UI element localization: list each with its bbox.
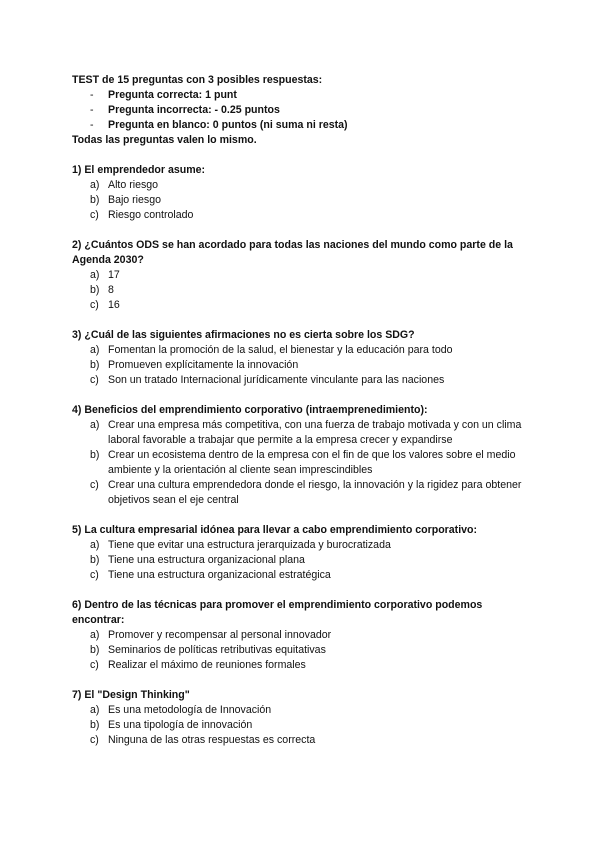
option-letter: c) [90,569,99,581]
answer-options [72,628,534,673]
option-text: Crear una cultura emprendedora donde el riesgo, la innovación y la rigidez para obtener objetivos sean el eje central [108,479,522,506]
option-text: Tiene una estructura organizacional plana [108,554,305,566]
answer-option-a [72,268,534,283]
option-letter: c) [90,374,99,386]
question-4 [72,403,534,508]
answer-option-b [72,553,534,568]
scoring-list [72,88,534,133]
scoring-item-correct [72,88,534,103]
answer-option-c [72,373,534,388]
test-note: Todas las preguntas valen lo mismo. [72,134,257,146]
option-text: 16 [108,299,120,311]
document-content [72,73,534,748]
option-letter: a) [90,269,100,281]
answer-option-c [72,658,534,673]
answer-option-a [72,178,534,193]
option-letter: a) [90,704,100,716]
option-text: Bajo riesgo [108,194,161,206]
scoring-item-incorrect [72,103,534,118]
option-text: Crear un ecosistema dentro de la empresa con el fin de que los valores sobre el medio ambiente y la orientación al cliente sean imprescindibles [108,449,516,476]
option-letter: c) [90,659,99,671]
option-letter: b) [90,449,100,461]
answer-options [72,178,534,223]
option-letter: a) [90,419,100,431]
question-title: 6) Dentro de las técnicas para promover el emprendimiento corporativo podemos encontrar: [72,599,483,626]
scoring-item-blank [72,118,534,133]
answer-option-a [72,538,534,553]
answer-option-a [72,343,534,358]
question-7 [72,688,534,748]
answer-options [72,703,534,748]
option-text: Seminarios de políticas retributivas equitativas [108,644,326,656]
answer-options [72,538,534,583]
scoring-text: Pregunta correcta: 1 punt [108,89,237,101]
option-text: Promover y recompensar al personal innovador [108,629,332,641]
question-title: 1) El emprendedor asume: [72,164,206,176]
question-title: 2) ¿Cuántos ODS se han acordado para todas las naciones del mundo como parte de la Agenda 2030? [72,239,513,266]
question-title: 3) ¿Cuál de las siguientes afirmaciones no es cierta sobre los SDG? [72,329,415,341]
answer-option-c [72,733,534,748]
answer-option-b [72,358,534,373]
option-letter: a) [90,179,100,191]
option-letter: b) [90,644,100,656]
scoring-text: Pregunta en blanco: 0 puntos (ni suma ni resta) [108,119,348,131]
option-letter: a) [90,344,100,356]
option-letter: c) [90,734,99,746]
option-text: 17 [108,269,120,281]
question-5 [72,523,534,583]
option-letter: b) [90,719,100,731]
option-text: Fomentan la promoción de la salud, el bienestar y la educación para todo [108,344,453,356]
question-3 [72,328,534,388]
answer-option-c [72,298,534,313]
option-text: Es una metodología de Innovación [108,704,272,716]
answer-option-a [72,628,534,643]
question-title: 4) Beneficios del emprendimiento corporativo (intraemprenedimiento): [72,404,428,416]
test-instructions [72,73,534,148]
question-6 [72,598,534,673]
option-letter: c) [90,299,99,311]
option-text: Ninguna de las otras respuestas es correcta [108,734,316,746]
option-letter: b) [90,194,100,206]
answer-options [72,418,534,508]
option-text: Realizar el máximo de reuniones formales [108,659,306,671]
option-letter: a) [90,539,100,551]
option-text: Alto riesgo [108,179,159,191]
option-text: Riesgo controlado [108,209,194,221]
question-2 [72,238,534,313]
answer-option-a [72,703,534,718]
answer-option-b [72,643,534,658]
option-text: 8 [108,284,114,296]
scoring-text: Pregunta incorrecta: - 0.25 puntos [108,104,280,116]
bullet-dash: - [90,119,94,131]
option-text: Crear una empresa más competitiva, con una fuerza de trabajo motivada y con un clima laboral favorable a trabajar que permite a la empresa crecer y expandirse [108,419,522,446]
option-letter: b) [90,284,100,296]
option-letter: a) [90,629,100,641]
question-1 [72,163,534,223]
bullet-dash: - [90,104,94,116]
option-letter: b) [90,554,100,566]
option-letter: b) [90,359,100,371]
question-title: 5) La cultura empresarial idónea para llevar a cabo emprendimiento corporativo: [72,524,478,536]
answer-option-c [72,568,534,583]
option-text: Son un tratado Internacional jurídicamente vinculante para las naciones [108,374,445,386]
test-title: TEST de 15 preguntas con 3 posibles respuestas: [72,74,323,86]
answer-option-b [72,448,534,478]
option-text: Promueven explícitamente la innovación [108,359,299,371]
answer-options [72,268,534,313]
option-text: Es una tipología de innovación [108,719,253,731]
answer-option-b [72,193,534,208]
answer-option-a [72,418,534,448]
answer-option-c [72,208,534,223]
option-text: Tiene una estructura organizacional estratégica [108,569,331,581]
option-text: Tiene que evitar una estructura jerarquizada y burocratizada [108,539,391,551]
option-letter: c) [90,479,99,491]
bullet-dash: - [90,89,94,101]
question-title: 7) El "Design Thinking" [72,689,190,701]
answer-option-b [72,283,534,298]
answer-options [72,343,534,388]
option-letter: c) [90,209,99,221]
answer-option-c [72,478,534,508]
answer-option-b [72,718,534,733]
